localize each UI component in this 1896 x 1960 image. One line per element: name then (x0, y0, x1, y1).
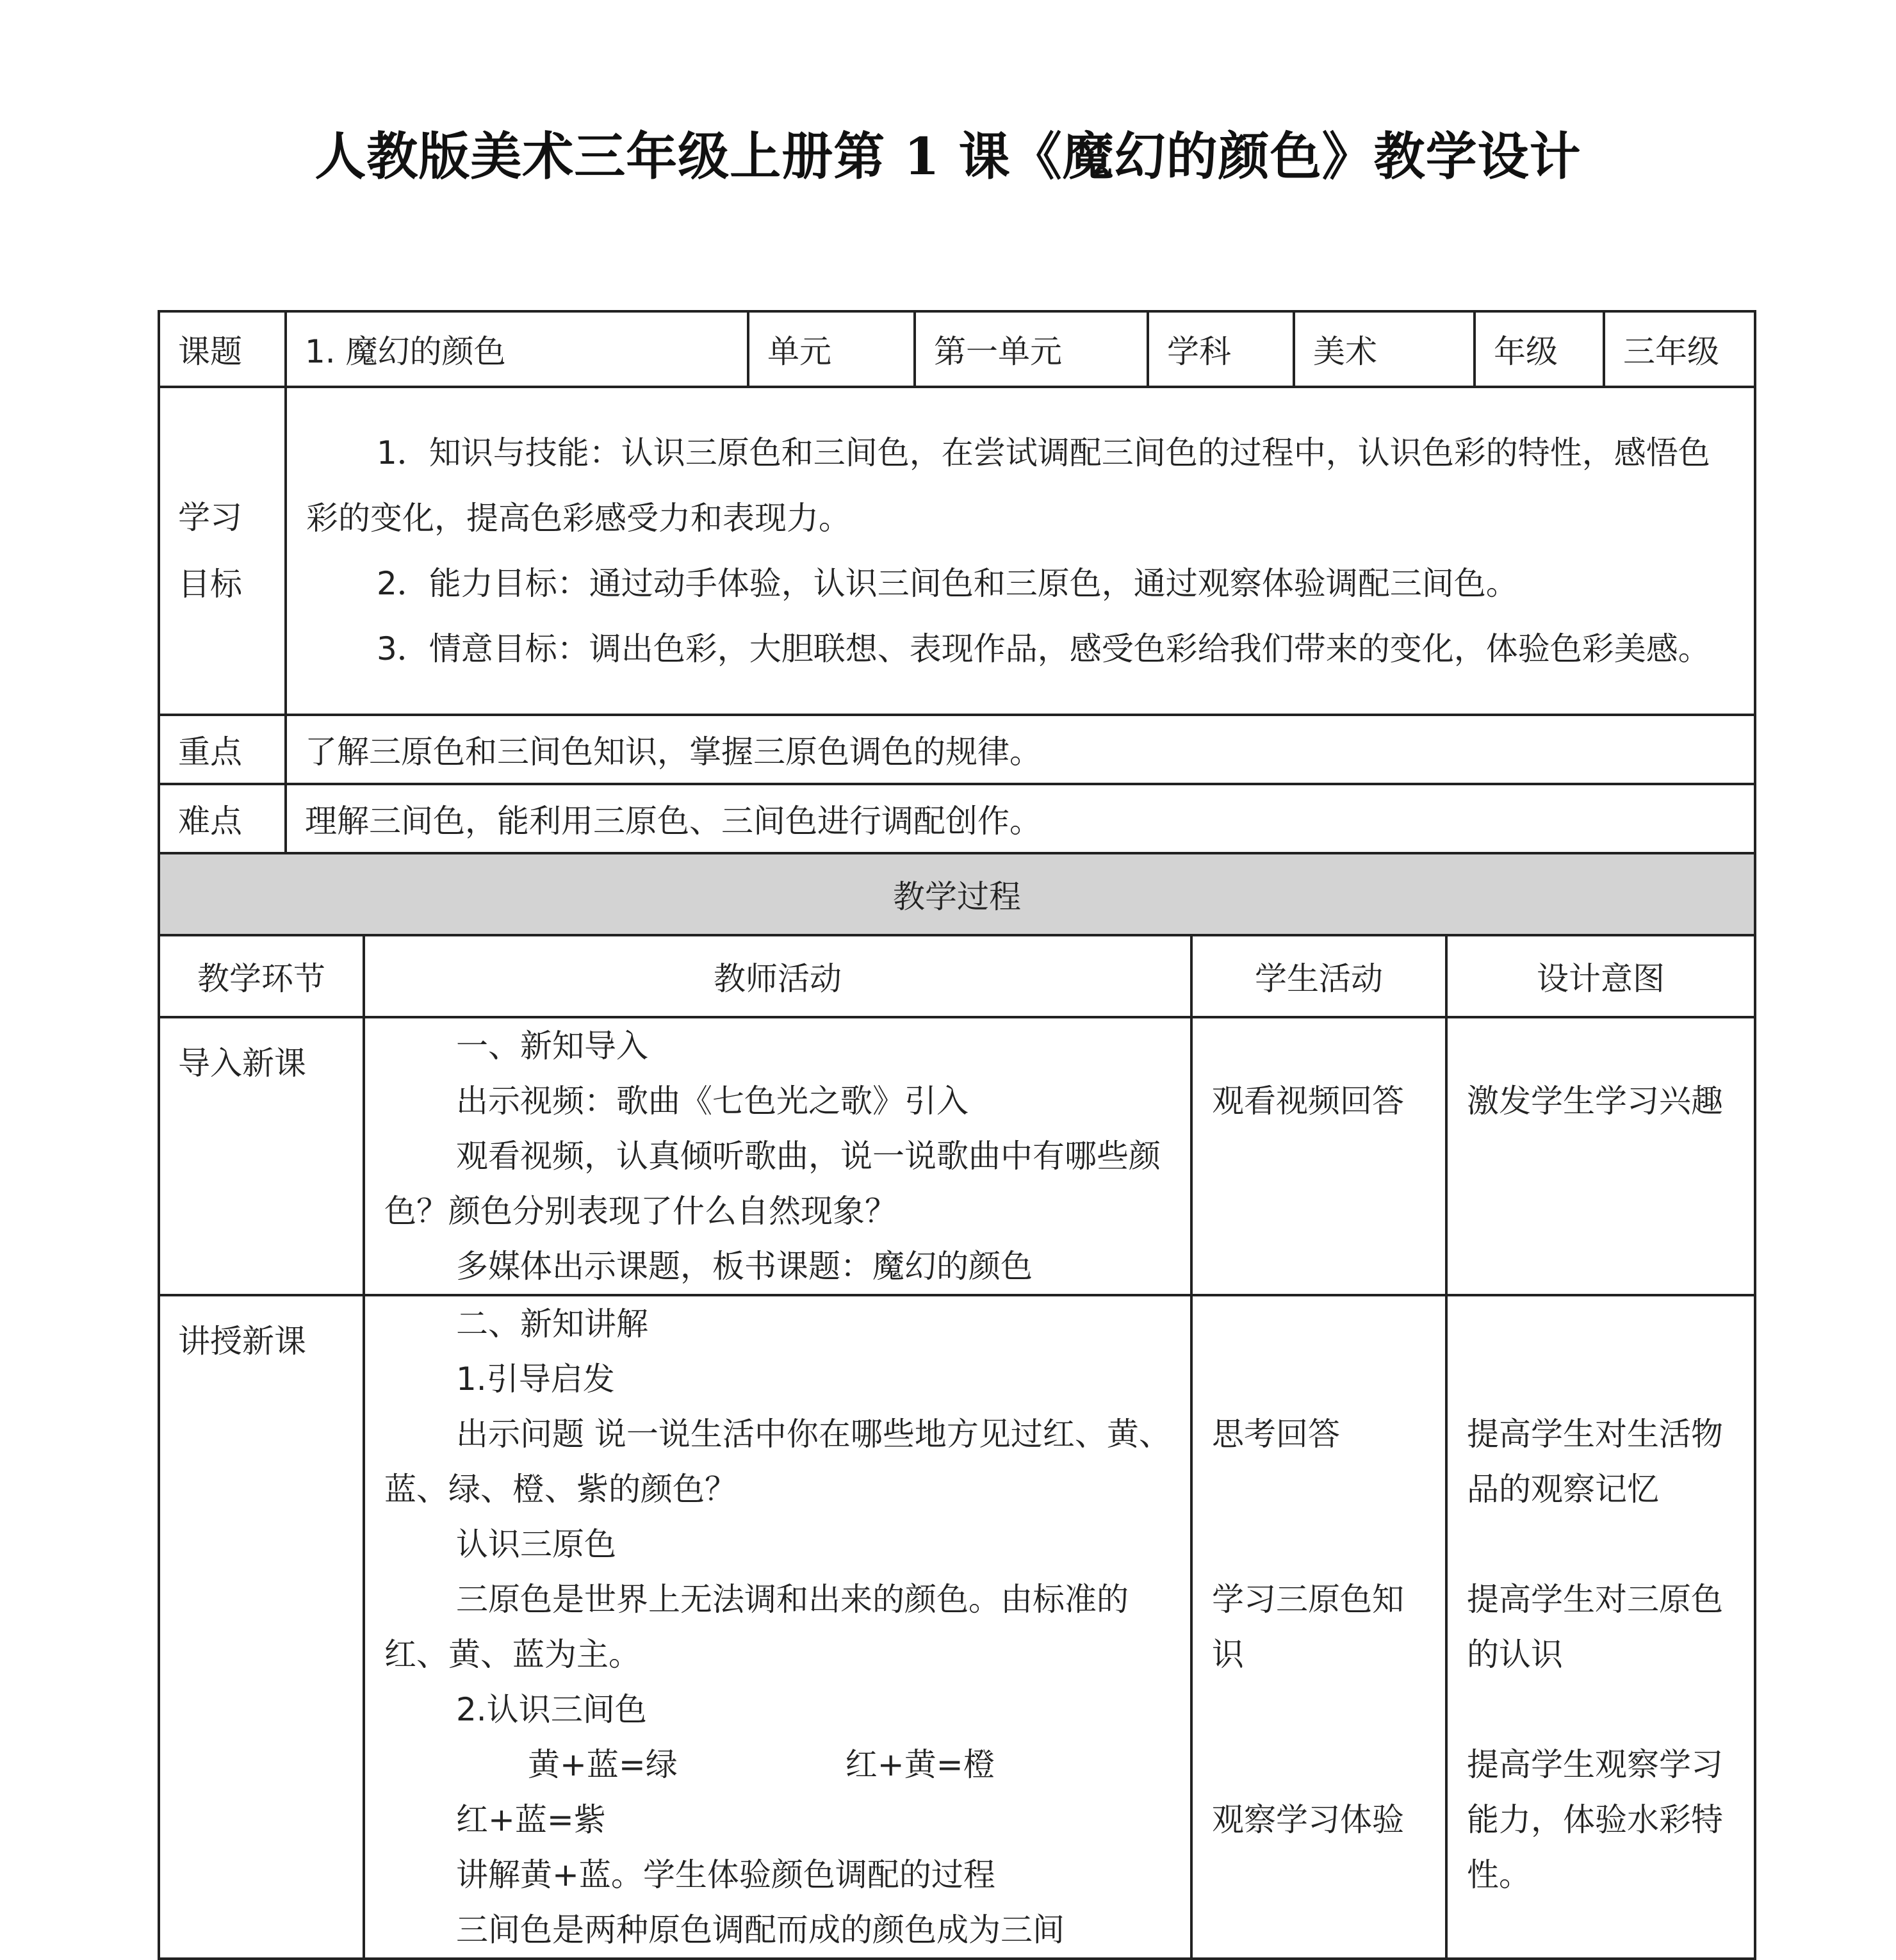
design-line: 提高学生对生活物品的观察记忆 (1467, 1416, 1723, 1508)
page-title: 人教版美术三年级上册第 1 课《魔幻的颜色》教学设计 (315, 126, 1581, 186)
activity-line: 讲解黄+蓝。学生体验颜色调配的过程 (456, 1856, 995, 1893)
activity-line: 认识三原色 (456, 1526, 616, 1563)
teacher-activity-intro (364, 1017, 1191, 1295)
activity-line: 1.引导启发 (456, 1360, 615, 1398)
topic-value: 1. 魔幻的颜色 (286, 311, 748, 387)
activity-line: 观看视频，认真倾听歌曲，说一说歌曲中有哪些颜色？颜色分别表现了什么自然现象？ (384, 1138, 1161, 1230)
teaching-process-table (158, 852, 1756, 1960)
grade-value: 三年级 (1604, 311, 1755, 387)
formula-green: 黄+蓝=绿 (528, 1746, 678, 1783)
unit-value: 第一单元 (915, 311, 1148, 387)
student-activity-new-lesson (1191, 1295, 1446, 1959)
goal-item: 1．知识与技能：认识三原色和三间色，在尝试调配三间色的过程中，认识色彩的特性，感悟色彩的变化，提高色彩感受力和表现力。 (306, 434, 1710, 537)
teacher-activity-new-lesson (364, 1295, 1191, 1959)
formula-purple: 红+蓝=紫 (456, 1801, 606, 1838)
lesson-info-table (158, 310, 1756, 854)
activity-line: 多媒体出示课题，板书课题：魔幻的颜色 (456, 1248, 1033, 1285)
design-line: 提高学生对三原色的认识 (1467, 1581, 1723, 1673)
stage-intro: 导入新课 (159, 1017, 364, 1295)
student-activity-intro (1191, 1017, 1446, 1295)
goal-item: 2．能力目标：通过动手体验，认识三间色和三原色，通过观察体验调配三间色。 (377, 565, 1518, 602)
unit-label: 单元 (748, 311, 915, 387)
student-line: 思考回答 (1212, 1416, 1340, 1453)
color-formulas (384, 1737, 1173, 1847)
design-line: 激发学生学习兴趣 (1467, 1082, 1723, 1120)
grade-label: 年级 (1475, 311, 1604, 387)
topic-label: 课题 (159, 311, 286, 387)
activity-line: 2.认识三间色 (456, 1691, 647, 1728)
student-line: 观察学习体验 (1212, 1801, 1404, 1838)
goals-content (286, 387, 1755, 715)
difficulty-value: 理解三间色，能利用三原色、三间色进行调配创作。 (286, 784, 1755, 853)
activity-line: 出示问题 说一说生活中你在哪些地方见过红、黄、蓝、绿、橙、紫的颜色？ (384, 1416, 1171, 1508)
goals-label-text: 学习目标 (178, 499, 242, 603)
subject-label: 学科 (1148, 311, 1294, 387)
column-header-teacher: 教师活动 (364, 935, 1191, 1017)
activity-line: 出示视频：歌曲《七色光之歌》引入 (456, 1082, 968, 1120)
column-header-design: 设计意图 (1446, 935, 1755, 1017)
column-header-student: 学生活动 (1191, 935, 1446, 1017)
difficulty-label: 难点 (159, 784, 286, 853)
activity-line: 一、新知导入 (456, 1027, 648, 1065)
goal-item: 3．情意目标：调出色彩，大胆联想、表现作品，感受色彩给我们带来的变化，体验色彩美感。 (377, 630, 1710, 667)
key-point-label: 重点 (159, 715, 286, 784)
design-line: 提高学生观察学习能力，体验水彩特性。 (1467, 1746, 1723, 1893)
activity-line: 二、新知讲解 (456, 1305, 648, 1343)
formula-orange: 红+黄=橙 (845, 1746, 995, 1783)
key-point-value: 了解三原色和三间色知识，掌握三原色调色的规律。 (286, 715, 1755, 784)
design-intent-intro (1446, 1017, 1755, 1295)
process-header: 教学过程 (159, 853, 1755, 935)
stage-new-lesson: 讲授新课 (159, 1295, 364, 1959)
column-header-stage: 教学环节 (159, 935, 364, 1017)
subject-value: 美术 (1294, 311, 1475, 387)
activity-line: 三原色是世界上无法调和出来的颜色。由标准的红、黄、蓝为主。 (384, 1581, 1129, 1673)
goals-label (159, 387, 286, 715)
design-intent-new-lesson (1446, 1295, 1755, 1959)
activity-line: 三间色是两种原色调配而成的颜色成为三间 (456, 1911, 1065, 1948)
student-line: 观看视频回答 (1212, 1082, 1404, 1120)
student-line: 学习三原色知识 (1212, 1581, 1404, 1673)
